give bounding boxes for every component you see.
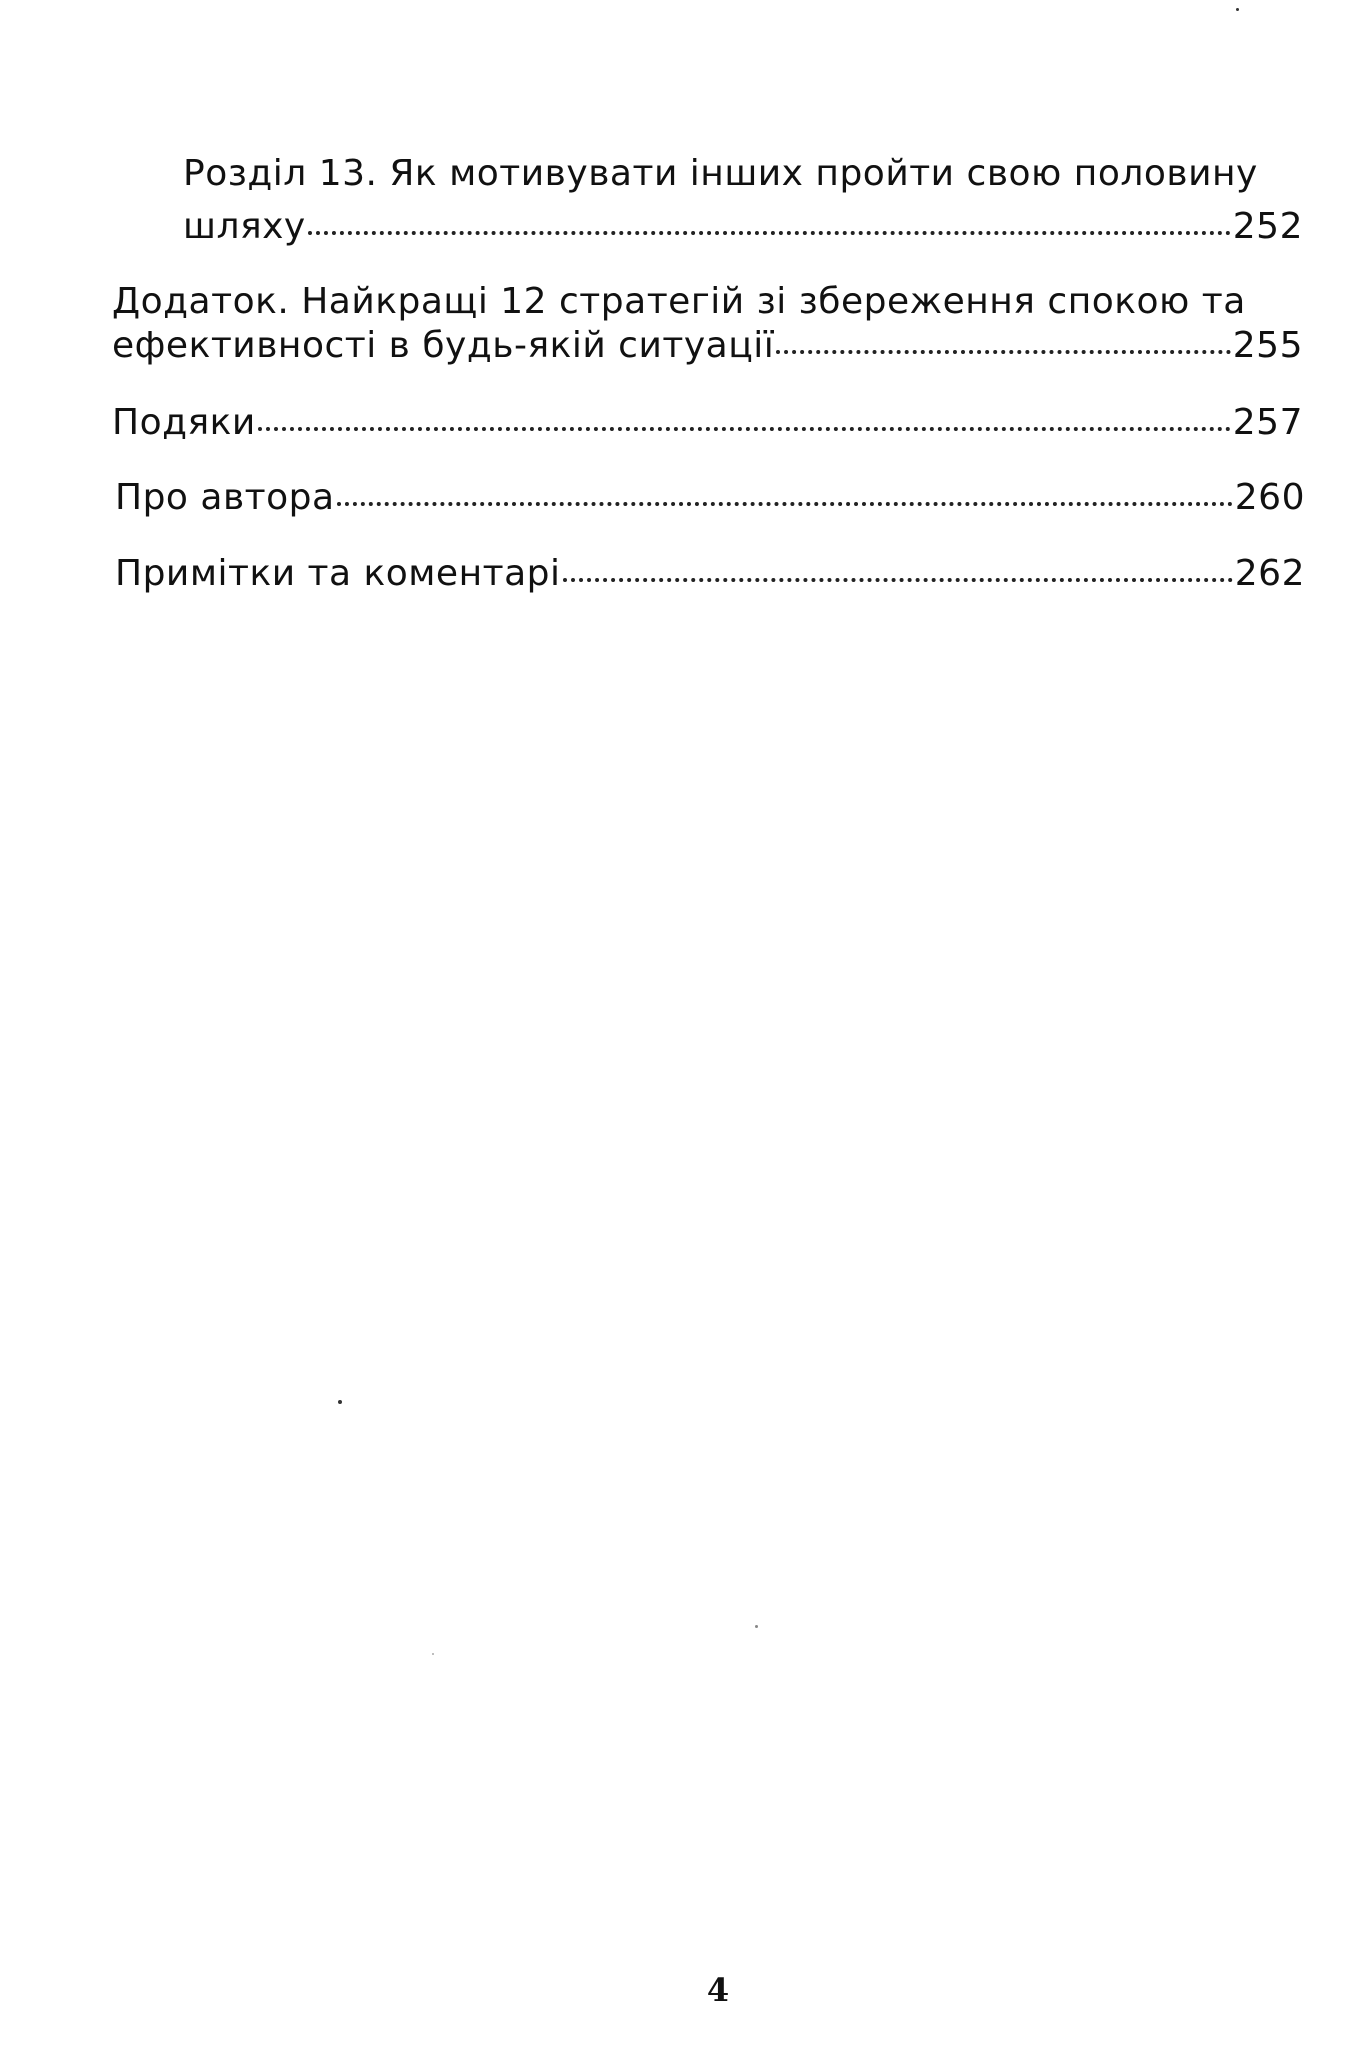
page-number: 4 bbox=[706, 1971, 730, 2009]
toc-entry-title: Подяки bbox=[112, 402, 256, 443]
dot-leader bbox=[258, 423, 1231, 431]
toc-entry-chapter-13-line-1 bbox=[183, 152, 1258, 196]
dot-leader bbox=[337, 498, 1233, 506]
toc-entry-appendix-line-1 bbox=[112, 280, 1246, 324]
scan-speck bbox=[338, 1400, 342, 1404]
scan-speck bbox=[755, 1625, 758, 1628]
toc-entry-title: Додаток. Найкращі 12 стратегій зі збереження спокою та bbox=[112, 281, 1246, 322]
toc-entry-title: Про автора bbox=[115, 477, 335, 518]
toc-entry-notes bbox=[115, 552, 1305, 596]
scan-speck bbox=[432, 1653, 434, 1655]
toc-entry-acknowledgements bbox=[112, 401, 1303, 445]
toc-entry-title: Розділ 13. Як мотивувати інших пройти свою половину bbox=[183, 153, 1258, 194]
toc-entry-page-number: 255 bbox=[1232, 325, 1303, 366]
toc-entry-title-continuation: ефективності в будь-якій ситуації bbox=[112, 325, 775, 366]
toc-entry-title-continuation: шляху bbox=[183, 206, 306, 247]
table-of-contents bbox=[0, 0, 1365, 700]
toc-entry-page-number: 260 bbox=[1234, 477, 1305, 518]
toc-entry-chapter-13-line-2 bbox=[183, 205, 1303, 249]
scan-speck bbox=[1236, 8, 1239, 11]
dot-leader bbox=[308, 227, 1231, 235]
toc-entry-title: Примітки та коментарі bbox=[115, 553, 561, 594]
toc-entry-page-number: 252 bbox=[1232, 206, 1303, 247]
toc-entry-appendix-line-2 bbox=[112, 324, 1303, 368]
toc-entry-page-number: 262 bbox=[1234, 553, 1305, 594]
dot-leader bbox=[563, 574, 1233, 582]
dot-leader bbox=[776, 346, 1231, 354]
toc-entry-page-number: 257 bbox=[1232, 402, 1303, 443]
toc-entry-about-author bbox=[115, 476, 1305, 520]
